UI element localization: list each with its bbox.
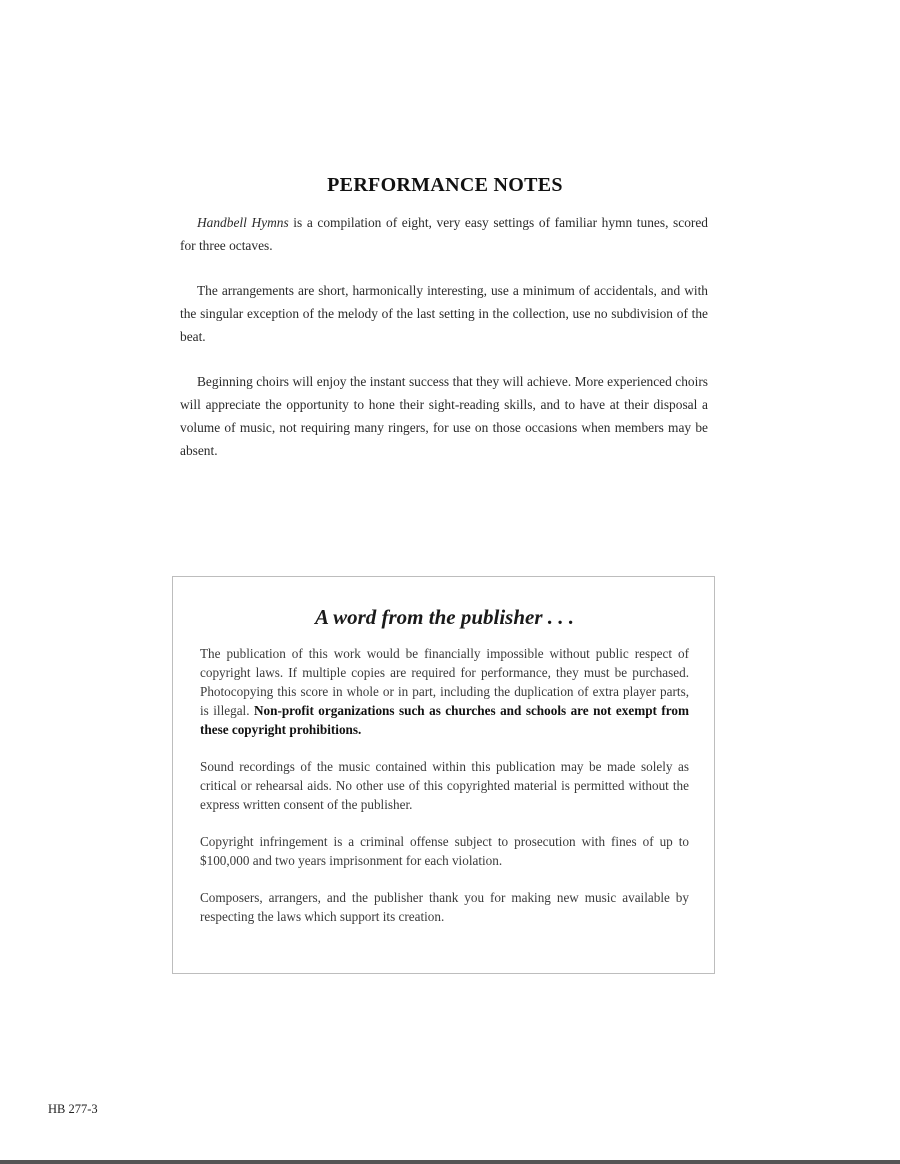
publisher-paragraph-2: Sound recordings of the music contained within this publication may be made solely as critical or rehearsal aids. No other use of this copyrighted material is permitted without the express written consent of the publisher. — [200, 759, 689, 812]
notes-paragraph-2: The arrangements are short, harmonically interesting, use a minimum of accidentals, and with the singular exception of the melody of the last setting in the collection, use no subdivision of the beat. — [180, 283, 708, 344]
page-title: PERFORMANCE NOTES — [327, 174, 563, 197]
notes-paragraph-1-text: is a compilation of eight, very easy settings of familiar hymn tunes, scored for three octaves. — [180, 215, 708, 253]
page-bottom-edge — [0, 1160, 900, 1164]
publisher-paragraph-1 — [200, 644, 689, 739]
notes-paragraph-3: Beginning choirs will enjoy the instant success that they will achieve. More experienced choirs will appreciate the opportunity to hone their sight-reading skills, and to have at their disposal a volume of music, not requiring many ringers, for use on those occasions when members may be absent. — [180, 374, 708, 458]
performance-notes-section — [180, 211, 708, 484]
notes-paragraph-1 — [180, 211, 708, 257]
publisher-paragraph-1-bold: Non-profit organizations such as churches and schools are not exempt from these copyright prohibitions. — [200, 703, 689, 737]
publisher-paragraph-1-text: The publication of this work would be financially impossible without public respect of copyright laws. If multiple copies are required for performance, they must be purchased. Photocopying this score in whole or in part, including the duplication of extra player parts, is illegal. — [200, 646, 689, 718]
book-title: Handbell Hymns — [197, 215, 289, 230]
publisher-paragraph-3: Copyright infringement is a criminal offense subject to prosecution with fines of up to $100,000 and two years imprisonment for each violation. — [200, 834, 689, 868]
publisher-paragraph-4: Composers, arrangers, and the publisher thank you for making new music available by respecting the laws which support its creation. — [200, 890, 689, 924]
publisher-notice-box — [172, 576, 715, 974]
catalog-number: HB 277-3 — [48, 1102, 98, 1116]
publisher-box-title: A word from the publisher . . . — [314, 605, 575, 629]
